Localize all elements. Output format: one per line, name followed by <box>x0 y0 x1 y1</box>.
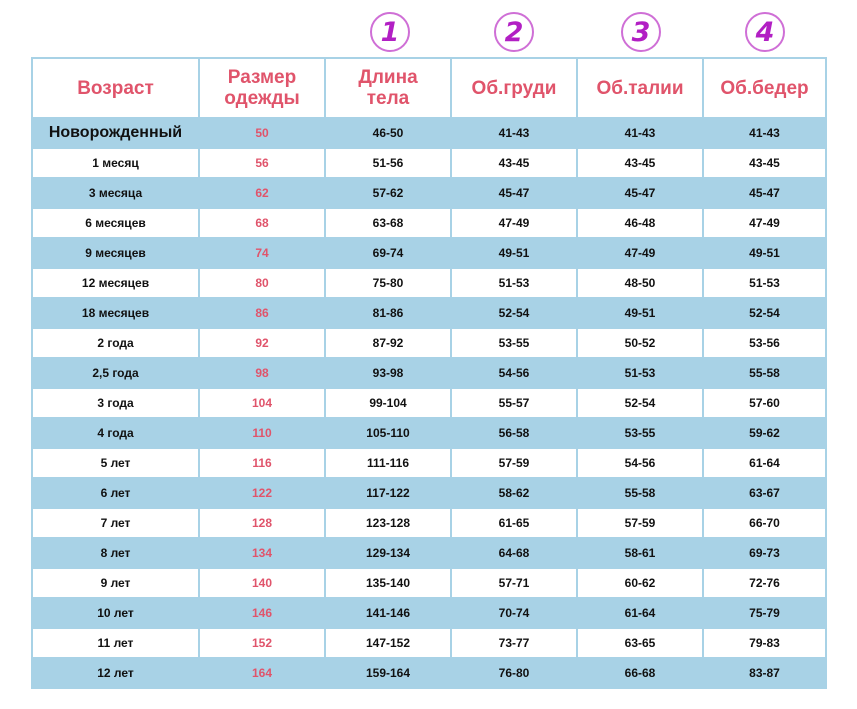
table-row <box>32 118 826 148</box>
cell-size: 128 <box>199 508 325 538</box>
cell-size: 140 <box>199 568 325 598</box>
cell-length: 93-98 <box>325 358 451 388</box>
cell-waist: 43-45 <box>577 148 703 178</box>
cell-waist: 53-55 <box>577 418 703 448</box>
cell-size: 134 <box>199 538 325 568</box>
cell-chest: 41-43 <box>451 118 577 148</box>
cell-length: 57-62 <box>325 178 451 208</box>
cell-chest: 73-77 <box>451 628 577 658</box>
cell-chest: 76-80 <box>451 658 577 688</box>
cell-chest: 70-74 <box>451 598 577 628</box>
cell-waist: 61-64 <box>577 598 703 628</box>
cell-chest: 57-71 <box>451 568 577 598</box>
cell-hips: 83-87 <box>703 658 826 688</box>
cell-age: Новорожденный <box>32 118 199 148</box>
cell-waist: 48-50 <box>577 268 703 298</box>
cell-size: 152 <box>199 628 325 658</box>
cell-hips: 51-53 <box>703 268 826 298</box>
cell-length: 129-134 <box>325 538 451 568</box>
cell-length: 105-110 <box>325 418 451 448</box>
table-row <box>32 658 826 688</box>
cell-waist: 60-62 <box>577 568 703 598</box>
cell-age: 3 года <box>32 388 199 418</box>
cell-length: 46-50 <box>325 118 451 148</box>
table-row <box>32 568 826 598</box>
cell-size: 122 <box>199 478 325 508</box>
cell-length: 63-68 <box>325 208 451 238</box>
cell-chest: 57-59 <box>451 448 577 478</box>
cell-age: 12 месяцев <box>32 268 199 298</box>
column-marker-3: 3 <box>621 12 661 52</box>
cell-age: 2 года <box>32 328 199 358</box>
cell-chest: 52-54 <box>451 298 577 328</box>
cell-length: 51-56 <box>325 148 451 178</box>
cell-size: 68 <box>199 208 325 238</box>
cell-size: 116 <box>199 448 325 478</box>
cell-length: 81-86 <box>325 298 451 328</box>
cell-size: 98 <box>199 358 325 388</box>
cell-age: 9 лет <box>32 568 199 598</box>
table-row <box>32 298 826 328</box>
cell-chest: 58-62 <box>451 478 577 508</box>
cell-chest: 54-56 <box>451 358 577 388</box>
table-row <box>32 178 826 208</box>
cell-size: 86 <box>199 298 325 328</box>
cell-hips: 75-79 <box>703 598 826 628</box>
cell-waist: 46-48 <box>577 208 703 238</box>
header-age: Возраст <box>32 58 199 118</box>
table-row <box>32 358 826 388</box>
cell-size: 62 <box>199 178 325 208</box>
cell-age: 8 лет <box>32 538 199 568</box>
cell-hips: 47-49 <box>703 208 826 238</box>
cell-waist: 41-43 <box>577 118 703 148</box>
table-row <box>32 238 826 268</box>
cell-chest: 61-65 <box>451 508 577 538</box>
table-row <box>32 628 826 658</box>
table-row <box>32 508 826 538</box>
cell-age: 6 лет <box>32 478 199 508</box>
cell-age: 5 лет <box>32 448 199 478</box>
cell-age: 7 лет <box>32 508 199 538</box>
table-row <box>32 538 826 568</box>
cell-age: 10 лет <box>32 598 199 628</box>
cell-waist: 51-53 <box>577 358 703 388</box>
cell-age: 4 года <box>32 418 199 448</box>
table-row <box>32 388 826 418</box>
cell-hips: 43-45 <box>703 148 826 178</box>
cell-hips: 45-47 <box>703 178 826 208</box>
cell-size: 92 <box>199 328 325 358</box>
cell-waist: 55-58 <box>577 478 703 508</box>
cell-length: 141-146 <box>325 598 451 628</box>
cell-size: 164 <box>199 658 325 688</box>
cell-age: 9 месяцев <box>32 238 199 268</box>
header-body-length: Длина тела <box>325 58 451 118</box>
cell-age: 18 месяцев <box>32 298 199 328</box>
header-hips: Об.бедер <box>703 58 826 118</box>
column-marker-2: 2 <box>494 12 534 52</box>
cell-length: 135-140 <box>325 568 451 598</box>
cell-waist: 58-61 <box>577 538 703 568</box>
cell-hips: 63-67 <box>703 478 826 508</box>
cell-size: 80 <box>199 268 325 298</box>
cell-length: 147-152 <box>325 628 451 658</box>
cell-waist: 52-54 <box>577 388 703 418</box>
cell-waist: 57-59 <box>577 508 703 538</box>
column-number-markers <box>0 12 857 58</box>
cell-hips: 57-60 <box>703 388 826 418</box>
table-row <box>32 268 826 298</box>
cell-chest: 55-57 <box>451 388 577 418</box>
cell-length: 99-104 <box>325 388 451 418</box>
cell-size: 104 <box>199 388 325 418</box>
cell-waist: 63-65 <box>577 628 703 658</box>
table-row <box>32 598 826 628</box>
cell-waist: 54-56 <box>577 448 703 478</box>
cell-waist: 49-51 <box>577 298 703 328</box>
table-row <box>32 208 826 238</box>
table-row <box>32 478 826 508</box>
cell-age: 2,5 года <box>32 358 199 388</box>
column-marker-1: 1 <box>370 12 410 52</box>
cell-age: 6 месяцев <box>32 208 199 238</box>
cell-chest: 49-51 <box>451 238 577 268</box>
cell-hips: 66-70 <box>703 508 826 538</box>
cell-age: 11 лет <box>32 628 199 658</box>
cell-length: 69-74 <box>325 238 451 268</box>
cell-length: 159-164 <box>325 658 451 688</box>
header-row <box>32 58 826 118</box>
cell-age: 12 лет <box>32 658 199 688</box>
table-row <box>32 448 826 478</box>
cell-hips: 61-64 <box>703 448 826 478</box>
cell-age: 1 месяц <box>32 148 199 178</box>
cell-hips: 55-58 <box>703 358 826 388</box>
cell-chest: 53-55 <box>451 328 577 358</box>
cell-age: 3 месяца <box>32 178 199 208</box>
column-marker-4: 4 <box>745 12 785 52</box>
table-row <box>32 148 826 178</box>
cell-chest: 43-45 <box>451 148 577 178</box>
cell-chest: 47-49 <box>451 208 577 238</box>
cell-chest: 56-58 <box>451 418 577 448</box>
header-size: Размер одежды <box>199 58 325 118</box>
cell-chest: 64-68 <box>451 538 577 568</box>
cell-length: 123-128 <box>325 508 451 538</box>
cell-waist: 50-52 <box>577 328 703 358</box>
cell-waist: 66-68 <box>577 658 703 688</box>
cell-hips: 79-83 <box>703 628 826 658</box>
size-chart-table <box>31 57 827 689</box>
cell-length: 117-122 <box>325 478 451 508</box>
cell-size: 50 <box>199 118 325 148</box>
cell-chest: 45-47 <box>451 178 577 208</box>
table-row <box>32 418 826 448</box>
cell-waist: 45-47 <box>577 178 703 208</box>
cell-length: 111-116 <box>325 448 451 478</box>
cell-hips: 49-51 <box>703 238 826 268</box>
header-waist: Об.талии <box>577 58 703 118</box>
cell-length: 87-92 <box>325 328 451 358</box>
cell-hips: 72-76 <box>703 568 826 598</box>
cell-hips: 52-54 <box>703 298 826 328</box>
cell-chest: 51-53 <box>451 268 577 298</box>
cell-hips: 69-73 <box>703 538 826 568</box>
table-row <box>32 328 826 358</box>
cell-hips: 41-43 <box>703 118 826 148</box>
cell-size: 56 <box>199 148 325 178</box>
cell-hips: 59-62 <box>703 418 826 448</box>
cell-size: 74 <box>199 238 325 268</box>
cell-waist: 47-49 <box>577 238 703 268</box>
cell-length: 75-80 <box>325 268 451 298</box>
cell-size: 110 <box>199 418 325 448</box>
cell-hips: 53-56 <box>703 328 826 358</box>
cell-size: 146 <box>199 598 325 628</box>
header-chest: Об.груди <box>451 58 577 118</box>
